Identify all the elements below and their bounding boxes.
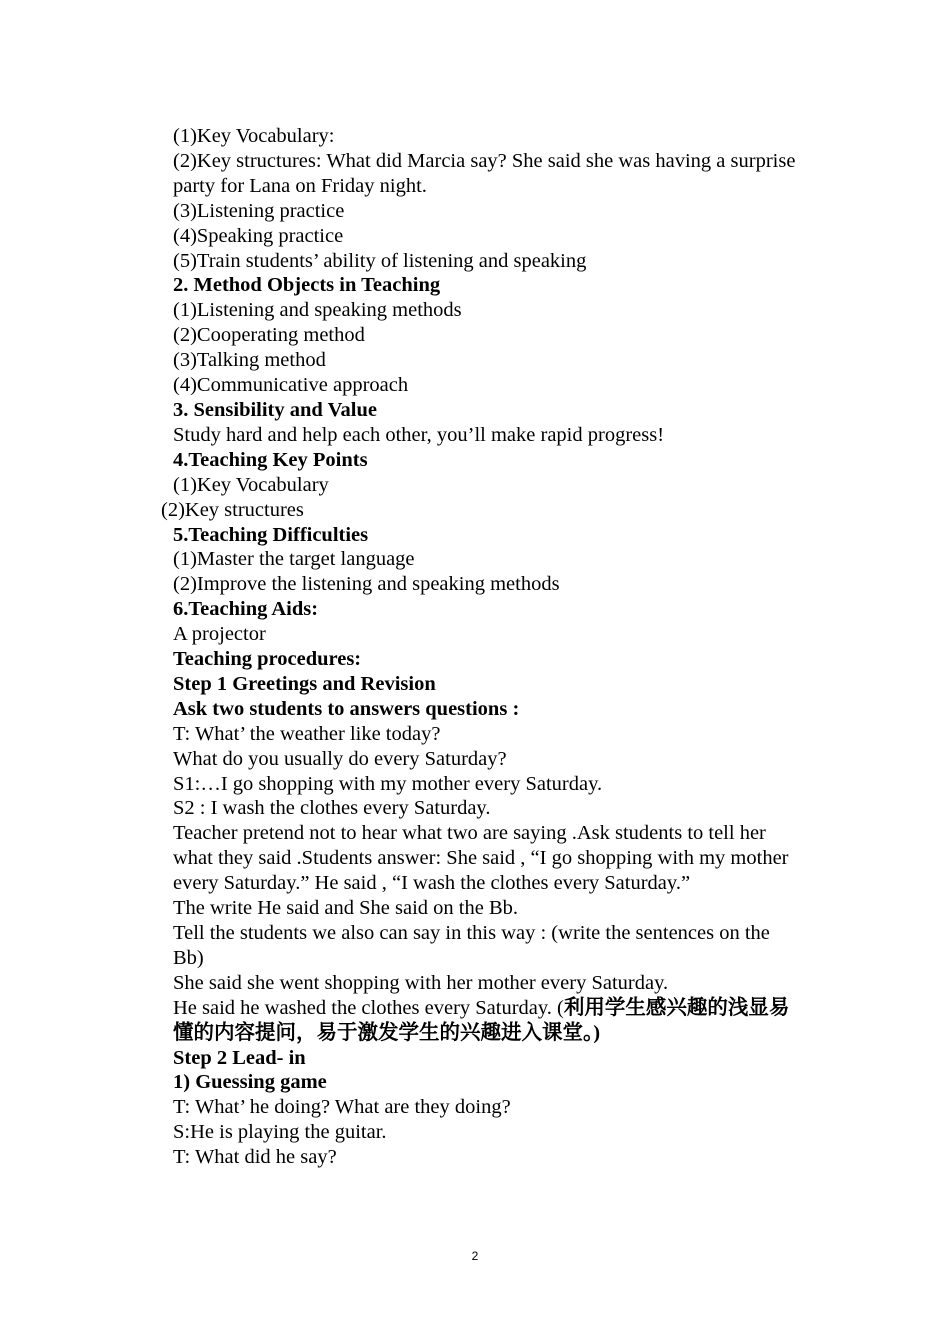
text-line: Study hard and help each other, you’ll make rapid progress! — [173, 423, 665, 446]
dialogue-line: T: What did he say? — [173, 1146, 337, 1169]
text-line: She said she went shopping with her mother every Saturday. — [173, 971, 669, 994]
text-line: (4)Communicative approach — [173, 374, 409, 397]
section-heading: Teaching procedures: — [173, 648, 362, 671]
section-heading: 2. Method Objects in Teaching — [173, 274, 441, 297]
dialogue-line: What do you usually do every Saturday? — [173, 747, 507, 770]
paragraph: Tell the students we also can say in this way : (write the sentences on the Bb) — [173, 922, 770, 969]
text-line: (1)Key Vocabulary — [173, 473, 329, 496]
text-line: (4)Speaking practice — [173, 224, 344, 247]
text-line: (3)Talking method — [173, 349, 326, 372]
page-number: 2 — [471, 1249, 479, 1263]
instruction-heading: Ask two students to answers questions : — [173, 697, 520, 720]
section-heading: 6.Teaching Aids: — [173, 598, 319, 621]
dialogue-line: S:He is playing the guitar. — [173, 1121, 387, 1144]
section-heading: 3. Sensibility and Value — [173, 398, 377, 421]
text-line: (2)Improve the listening and speaking methods — [173, 573, 560, 596]
section-heading: 5.Teaching Difficulties — [173, 523, 369, 546]
text-line: (2)Key structures — [161, 498, 304, 521]
text-line: (2)Key structures: What did Marcia say? She said she was having a surprise party for Lana on Friday night. — [173, 149, 796, 197]
page-body — [161, 124, 803, 1170]
dialogue-line: T: What’ the weather like today? — [173, 722, 441, 745]
mixed-language-line — [173, 996, 803, 1046]
step-heading: Step 2 Lead- in — [173, 1046, 306, 1069]
step-heading: Step 1 Greetings and Revision — [173, 672, 436, 695]
dialogue-line: T: What’ he doing? What are they doing? — [173, 1096, 511, 1119]
english-text: He said he washed the clothes every Saturday. ( — [173, 996, 564, 1019]
text-line: A projector — [173, 623, 266, 646]
text-line: (1)Key Vocabulary: — [173, 125, 335, 147]
text-line: (5)Train students’ ability of listening and speaking — [173, 249, 587, 272]
paragraph: Teacher pretend not to hear what two are saying .Ask students to tell her what they said .Students answer: She said , “I go shopping with my mother every Saturday.” He said , “I wash the clothes every Saturday.” — [173, 822, 789, 895]
section-heading: 4.Teaching Key Points — [173, 448, 368, 471]
text-line: (1)Master the target language — [173, 548, 415, 571]
dialogue-line: S2 : I wash the clothes every Saturday. — [173, 797, 491, 820]
text-line: (1)Listening and speaking methods — [173, 299, 462, 322]
chinese-note: 利用学生感兴趣的浅显易懂的内容提问，易于激发学生的兴趣进入课堂。) — [173, 996, 790, 1044]
text-line: (3)Listening practice — [173, 199, 345, 222]
subsection-heading: 1) Guessing game — [173, 1071, 327, 1094]
text-line: (2)Cooperating method — [173, 324, 365, 347]
text-line: The write He said and She said on the Bb. — [173, 897, 519, 920]
dialogue-line: S1:…I go shopping with my mother every Saturday. — [173, 772, 603, 795]
